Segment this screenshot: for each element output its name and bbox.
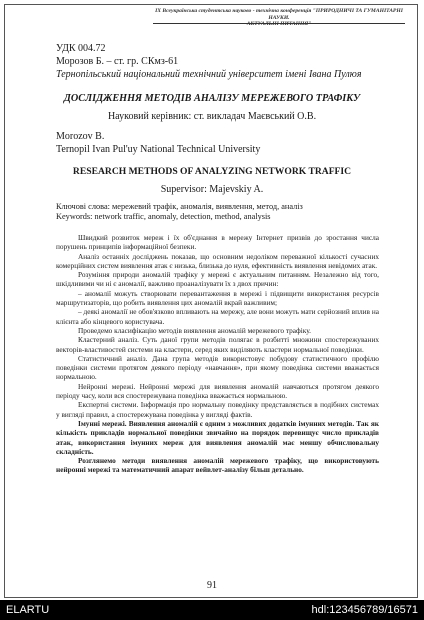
- conference-header-line-2: АКТУАЛЬНІ ПИТАННЯ": [246, 21, 312, 28]
- body-paragraph: Нейронні мережі. Нейронні мережі для виявлення аномалій навчаються протягом деякого періоду часу, коли вся спостережувана поведінка вважається нормальною.: [56, 381, 379, 401]
- repository-label: ELARTU: [6, 604, 50, 616]
- handle-link[interactable]: hdl:123456789/16571: [311, 604, 418, 616]
- paper-body: [56, 233, 379, 475]
- body-paragraph: Проведемо класифікацію методів виявлення аномалій мережевого трафіку.: [78, 325, 311, 335]
- conference-header-line-1: IX Всеукраїнська студентська науково - технічна конференція "ПРИРОДНИЧІ ТА ГУМАНІТАРНІ НАУКИ.: [155, 8, 403, 21]
- body-paragraph: Швидкий розвиток мереж і їх об'єднання в мережу Інтернет призвів до зростання числа порушень принципів інформаційної безпеки.: [56, 233, 379, 252]
- body-paragraph: – аномалії можуть створювати перевантаження в мережі і підвищити використання ресурсів маршрутизаторів, що робить виявлення цих аномалій вкрай важливим;: [56, 288, 379, 308]
- university-en: Ternopil Ivan Pul'uy National Technical University: [56, 144, 261, 155]
- body-paragraph: Кластерний аналіз. Суть даної групи методів полягає в розбитті множини спостережуваних векторів-властивостей системи на кластери, серед яких виділяють кластери нормальної поведінки.: [56, 335, 379, 354]
- body-paragraph: Розуміння природи аномалій трафіку у мережі є актуальним питанням. Незалежно від того, шкідливими чи ні є аномалії, важливо проаналізувати їх з двох причин:: [56, 270, 379, 289]
- body-paragraph-bold: Розглянемо методи виявлення аномалій мережевого трафіку, що використовують нейронні мережі та математичний апарат вейвлет-аналізу більш детально.: [56, 456, 379, 475]
- body-paragraph: Статистичний аналіз. Дана група методів використовує побудову статистичного профілю поведінки системи протягом деякого періоду «навчання», при якому поведінка системи вважається нормальною.: [56, 353, 379, 382]
- supervisor-ua: Науковий керівник: ст. викладач Маєвський О.В.: [107, 111, 317, 122]
- supervisor-en: Supervisor: Majevskiy A.: [160, 184, 264, 195]
- body-paragraph: Аналіз останніх досліджень показав, що основним недоліком переважної кількості сучасних комерційних систем виявлення атак є низька, близька до нуля, ефективність виявлення невідомих атак.: [56, 251, 379, 270]
- udk-code: УДК 004.72: [56, 43, 106, 54]
- author-ua: Морозов Б. – ст. гр. СКмз-61: [56, 56, 179, 67]
- paper-title-en: RESEARCH METHODS OF ANALYZING NETWORK TRAFFIC: [72, 166, 352, 177]
- conference-header: [153, 8, 405, 28]
- body-paragraph-bold: Імунні мережі. Виявлення аномалій є одним з можливих додатків імунних методів. Так як кількість прикладів нормальної поведінки звичайно на порядок перевищує число прикладів атак, використання імунних мереж для виявлення аномалій має меншу обчислювальну складність.: [56, 418, 379, 456]
- header-rule: [153, 23, 405, 24]
- paper-title-ua: ДОСЛІДЖЕННЯ МЕТОДІВ АНАЛІЗУ МЕРЕЖЕВОГО ТРАФІКУ: [63, 93, 361, 104]
- author-en: Morozov B.: [56, 131, 105, 142]
- keywords-ua: Ключові слова: мережевий трафік, аномалія, виявлення, метод, аналіз: [56, 202, 303, 211]
- page-number: 91: [207, 580, 217, 591]
- body-paragraph: Експертні системи. Інформація про нормальну поведінку представляється в подібних системах у вигляді правил, а спостережувана поведінка у вигляді фактів.: [56, 400, 379, 419]
- university-ua: Тернопільський національний технічний університет імені Івана Пулюя: [56, 69, 362, 80]
- body-paragraph: – деякі аномалії не обов'язково впливають на мережу, але вони можуть мати серйозний вплив на клієнта або кінцевого користувача.: [56, 307, 379, 326]
- keywords-en: Keywords: network traffic, anomaly, detection, method, analysis: [56, 212, 271, 221]
- footer-bar: [0, 600, 424, 620]
